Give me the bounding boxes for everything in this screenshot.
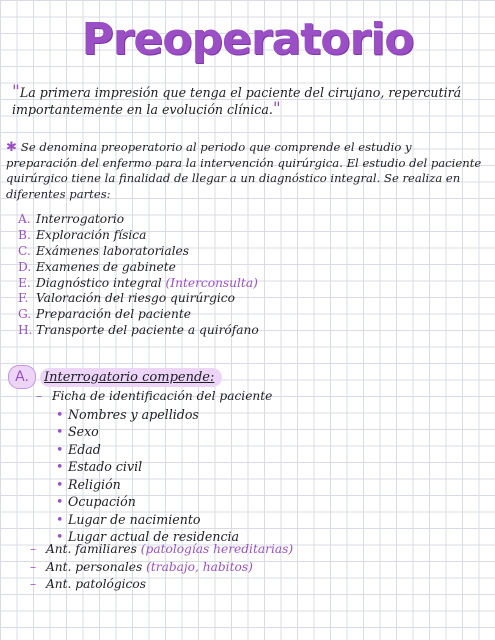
list-text: Religión xyxy=(68,476,121,492)
list-text: Transporte del paciente a quirófano xyxy=(36,323,259,338)
page-title: Preoperatorio xyxy=(81,14,414,65)
intro-paragraph xyxy=(6,140,486,202)
bullet-dot-icon: • xyxy=(56,511,64,527)
list-item xyxy=(18,307,478,323)
list-item xyxy=(30,576,470,594)
opening-quote xyxy=(12,84,472,118)
ficha-items xyxy=(36,406,476,546)
list-text: Exploración física xyxy=(36,227,147,242)
list-item xyxy=(56,458,476,476)
list-letter: G. xyxy=(18,307,32,322)
ficha-heading xyxy=(36,388,476,406)
list-text: Preparación del paciente xyxy=(36,307,191,322)
list-note: (trabajo, habitos) xyxy=(146,559,253,574)
section-letter-badge: A. xyxy=(8,365,36,389)
list-item xyxy=(56,441,476,459)
list-item xyxy=(18,260,478,276)
list-letter: H. xyxy=(18,323,33,338)
parts-list xyxy=(18,212,478,339)
bullet-dot-icon: • xyxy=(56,441,64,457)
list-text: Sexo xyxy=(68,424,99,440)
list-letter: E. xyxy=(18,275,31,290)
list-item xyxy=(56,511,476,529)
section-a-heading xyxy=(8,365,222,389)
list-item xyxy=(56,493,476,511)
quote-open-mark: " xyxy=(12,82,20,102)
list-item xyxy=(18,276,478,292)
dash-icon: – xyxy=(30,542,37,556)
dash-icon: – xyxy=(36,389,43,403)
list-text: Examenes de gabinete xyxy=(36,259,176,274)
list-text: Valoración del riesgo quirúrgico xyxy=(36,291,235,306)
bullet-dot-icon: • xyxy=(56,424,64,440)
list-letter: C. xyxy=(18,243,31,258)
list-item xyxy=(56,476,476,494)
list-note: (Interconsulta) xyxy=(165,275,258,290)
list-text: Diagnóstico integral xyxy=(36,275,166,290)
list-text: Ant. patológicos xyxy=(46,577,146,592)
bullet-dot-icon: • xyxy=(56,476,64,492)
list-item xyxy=(18,291,478,307)
list-text: Nombres y apellidos xyxy=(68,406,199,422)
quote-close-mark: " xyxy=(272,99,281,119)
bullet-dot-icon: • xyxy=(56,494,64,510)
antecedentes-list xyxy=(30,541,470,594)
list-text: Ant. personales xyxy=(46,559,147,574)
intro-text: Se denomina preoperatorio al periodo que comprende el estudio y preparación del enfermo para la intervención quirúrgica. El estudio del paciente quirúrgico tiene la finalidad de llegar a un diagnóstico integral. Se realiza en diferentes partes: xyxy=(6,140,482,201)
list-text: Ant. familiares xyxy=(46,542,141,556)
list-letter: D. xyxy=(18,259,32,274)
quote-text: La primera impresión que tenga el paciente del cirujano, repercutirá importantemente en la evolución clínica. xyxy=(12,85,462,117)
list-item xyxy=(56,423,476,441)
list-note: (patologías hereditarias) xyxy=(140,542,294,556)
list-text: Ocupación xyxy=(68,494,136,510)
list-text: Estado civil xyxy=(68,459,143,475)
dash-icon: – xyxy=(30,577,37,592)
dash-icon: – xyxy=(30,559,37,574)
list-item xyxy=(18,212,478,228)
ficha-label: Ficha de identificación del paciente xyxy=(52,389,273,403)
list-text: Exámenes laboratoriales xyxy=(36,243,189,258)
list-letter: B. xyxy=(18,227,31,242)
bullet-dot-icon: • xyxy=(56,406,64,422)
list-text: Edad xyxy=(68,441,101,457)
ficha-block xyxy=(36,388,476,546)
asterisk-bullet-icon: ✱ xyxy=(6,140,17,155)
bullet-dot-icon: • xyxy=(56,529,64,545)
list-item xyxy=(18,323,478,339)
list-text: Interrogatorio xyxy=(36,212,125,226)
section-heading-text: Interrogatorio compende: xyxy=(40,368,222,387)
list-letter: F. xyxy=(18,291,29,306)
list-text: Lugar de nacimiento xyxy=(68,511,201,527)
bullet-dot-icon: • xyxy=(56,459,64,475)
list-letter: A. xyxy=(18,212,31,226)
list-item xyxy=(18,228,478,244)
list-item xyxy=(30,541,470,559)
list-item xyxy=(18,244,478,260)
list-text: Lugar actual de residencia xyxy=(68,529,240,545)
list-item xyxy=(30,559,470,577)
list-item xyxy=(56,406,476,424)
